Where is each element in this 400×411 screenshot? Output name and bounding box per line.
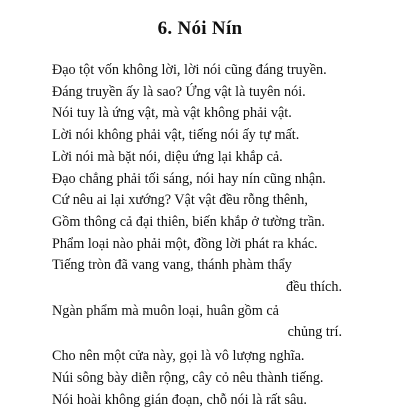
poem-line: Ngàn phẩm mà muôn loại, huân gồm cả (52, 302, 279, 319)
poem-line: Cứ nêu ai lại xướng? Vật vật đều rỗng thênh, (52, 192, 308, 209)
poem-line: Nói hoài không gián đoạn, chỗ nói là rất sâu. (52, 391, 307, 408)
poem-line: Đạo chẳng phải tối sáng, nói hay nín cũng nhận. (52, 170, 326, 187)
poem-line: Lời nói không phải vật, tiếng nói ấy tự mất. (52, 127, 300, 144)
poem-line: Tiếng tròn đã vang vang, thánh phàm thẩy (52, 257, 292, 274)
poem-line: Phẩm loại nào phải một, đồng lời phát ra khác. (52, 235, 318, 252)
poem-line: Đáng truyền ấy là sao? Ứng vật là tuyên nói. (52, 83, 306, 100)
poem-line: Đạo tột vốn không lời, lời nói cũng đáng truyền. (52, 62, 327, 78)
poem-line: Nói tuy là ứng vật, mà vật không phải vật. (52, 105, 292, 122)
page-title: 6. Nói Nín (157, 18, 243, 39)
poem-line: Cho nên một cửa này, gọi là vô lượng nghĩa. (52, 348, 305, 365)
poem-line: Lời nói mà bặt nói, diệu ứng lại khắp cả. (52, 148, 283, 165)
poem-line-continuation: đều thích. (286, 279, 342, 296)
poem-body (52, 60, 392, 411)
poem-line: Gồm thông cả đại thiên, biến khắp ở tường trần. (52, 213, 325, 230)
poem-line: Núi sông bày diễn rộng, cây cỏ nêu thành tiếng. (52, 369, 324, 386)
poem-line-continuation: chủng trí. (287, 324, 342, 341)
